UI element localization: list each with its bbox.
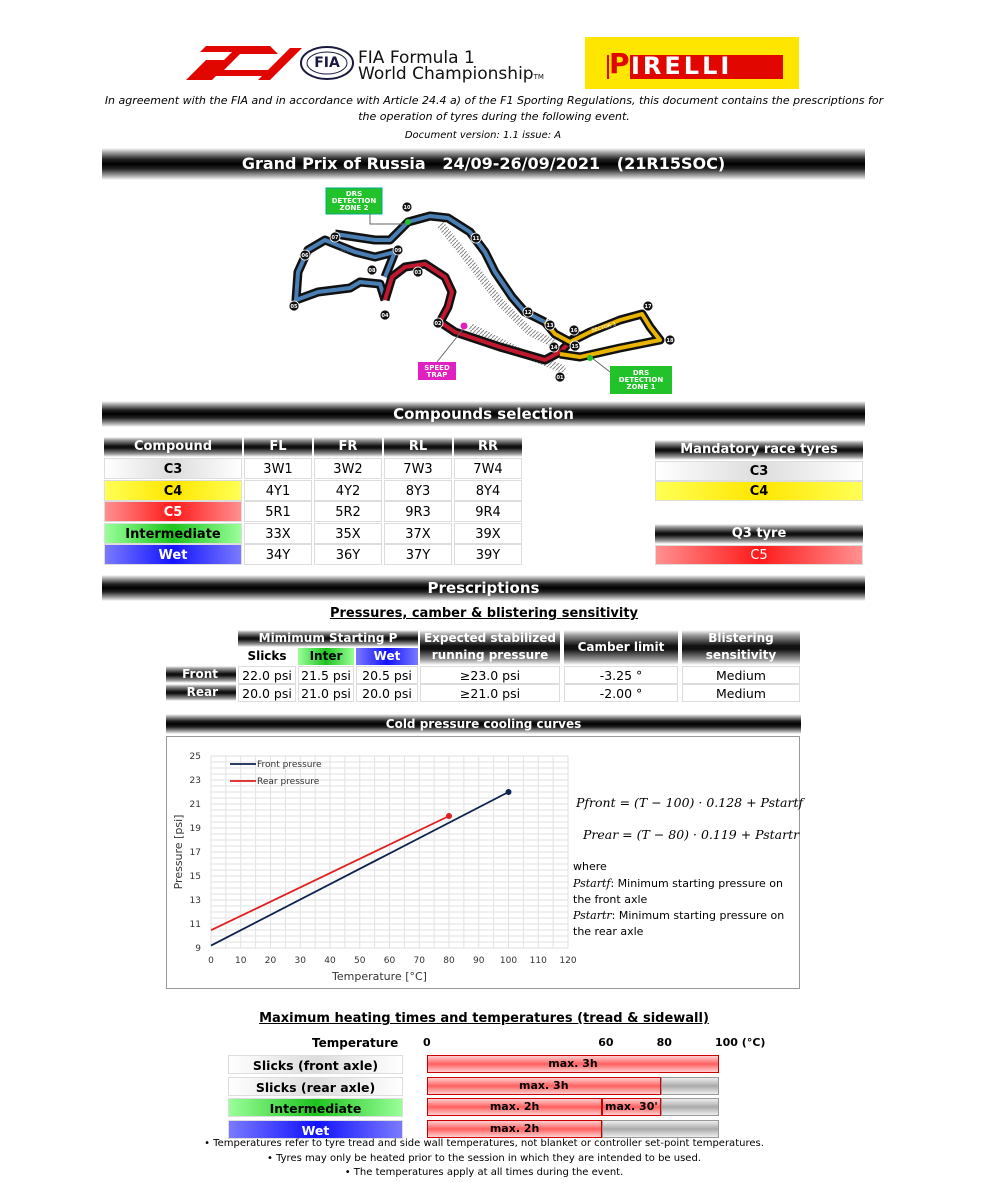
compound-cell-rr: 39X: [454, 523, 522, 544]
formula-def1: [573, 876, 798, 908]
prescriptions-title: Prescriptions: [102, 575, 865, 601]
corner-number: 18: [666, 337, 674, 344]
y-tick-label: 15: [189, 872, 201, 882]
heating-segment: max. 3h: [427, 1077, 661, 1095]
pressure-cell-inter: 21.5 psi: [298, 666, 354, 684]
pressure-cell-inter: 21.0 psi: [298, 684, 354, 702]
def2-text2: the rear axle: [573, 925, 644, 938]
x-tick-label: 40: [324, 956, 336, 966]
heating-segment: [661, 1098, 719, 1116]
pressure-cell-blister: Medium: [682, 666, 800, 684]
q3-c5: C5: [655, 545, 863, 565]
compound-cell-name: C4: [104, 480, 242, 501]
x-tick-label: 110: [529, 956, 547, 966]
drs2-label-1: DRS: [345, 190, 363, 198]
pressure-cell-wet: 20.0 psi: [356, 684, 418, 702]
formula-front: Pfront = (T − 100) · 0.128 + Pstartf: [576, 795, 804, 810]
y-tick-label: 21: [189, 800, 201, 810]
prescriptions-subtitle: Pressures, camber & blistering sensitivity: [329, 606, 639, 621]
drs1-label-2: DETECTION: [618, 376, 664, 384]
blister-header-line2: sensitivity: [705, 648, 777, 662]
compound-cell-fl: 5R1: [244, 501, 312, 522]
expected-header-line2: running pressure: [431, 648, 549, 662]
drs2-label-3: ZONE 2: [339, 204, 369, 212]
def2-symbol: Pstartr: [573, 909, 612, 922]
pressure-cell-wet: 20.5 psi: [356, 666, 418, 684]
series-end-marker-1: [446, 813, 452, 819]
heating-temp-label: Temperature: [312, 1036, 399, 1050]
x-tick-label: 70: [413, 956, 425, 966]
speed-trap-label-2: TRAP: [426, 371, 448, 379]
corner-number: 04: [381, 312, 389, 319]
corner-number: 14: [550, 344, 558, 351]
corner-number: 17: [644, 303, 652, 310]
compound-header-name: Compound: [104, 437, 242, 457]
corner-number: 02: [434, 320, 442, 327]
cooling-title: Cold pressure cooling curves: [166, 714, 801, 734]
pressure-cell-slicks: 20.0 psi: [238, 684, 296, 702]
compound-cell-rr: 8Y4: [454, 480, 522, 501]
wet-subheader: Wet: [356, 648, 418, 665]
corner-number: 13: [546, 322, 554, 329]
heating-note: • Tyres may only be heated prior to the session in which they are intended to be used.: [267, 1152, 701, 1164]
compound-cell-rl: 37X: [384, 523, 452, 544]
compound-cell-rl: 37Y: [384, 544, 452, 565]
def1-text: : Minimum starting pressure on: [610, 877, 783, 890]
heating-scale-label: 0: [423, 1036, 431, 1049]
corner-number: 12: [524, 309, 532, 316]
intro-line-1: In agreement with the FIA and in accordance with Article 24.4 a) of the F1 Sporting Regulations, this document contains the prescriptions for: [104, 94, 884, 107]
axle-label: Front: [166, 666, 236, 683]
series-end-marker-0: [506, 789, 512, 795]
compounds-title: Compounds selection: [102, 401, 865, 427]
pressure-cell-expected: ≥23.0 psi: [420, 666, 560, 684]
compound-cell-name: C5: [104, 501, 242, 522]
pressure-cell-slicks: 22.0 psi: [238, 666, 296, 684]
formula-def2: [573, 908, 798, 940]
compound-cell-fr: 5R2: [314, 501, 382, 522]
x-tick-label: 100: [499, 956, 518, 966]
sector2-label: SECTOR 2: [339, 246, 366, 259]
heating-scale-label: 60: [598, 1036, 614, 1049]
formula-rear: Prear = (T − 80) · 0.119 + Pstartr: [583, 827, 800, 842]
compound-cell-fl: 33X: [244, 523, 312, 544]
heating-segment: [602, 1120, 719, 1138]
compound-cell-name: Intermediate: [104, 523, 242, 544]
y-tick-label: 23: [189, 776, 201, 786]
compound-cell-fl: 4Y1: [244, 480, 312, 501]
formula-where: where: [573, 860, 607, 873]
compound-cell-rr: 7W4: [454, 458, 522, 479]
heating-row-label: Slicks (front axle): [228, 1055, 403, 1074]
corner-number: 05: [290, 303, 298, 310]
compound-cell-rr: 39Y: [454, 544, 522, 565]
compound-cell-fr: 36Y: [314, 544, 382, 565]
y-axis-label: Pressure [psi]: [172, 814, 185, 890]
x-tick-label: 60: [383, 956, 396, 966]
sector3-label: SECTOR 3: [590, 321, 617, 334]
heating-row-label: Intermediate: [228, 1098, 403, 1117]
compound-header-fl: FL: [244, 437, 312, 457]
def1-text2: the front axle: [573, 893, 648, 906]
heating-segment: [661, 1077, 719, 1095]
y-tick-label: 13: [189, 896, 201, 906]
mandatory-c3: C3: [655, 461, 863, 481]
corner-number: 06: [301, 252, 309, 259]
corner-number: 15: [571, 343, 579, 350]
corner-number: 11: [472, 235, 480, 242]
compound-cell-rl: 7W3: [384, 458, 452, 479]
drs1-label-1: DRS: [632, 369, 650, 377]
x-tick-label: 30: [294, 956, 306, 966]
blister-header: [682, 630, 800, 665]
corner-number: 03: [414, 269, 422, 276]
speed-trap-label-1: SPEED: [424, 364, 450, 372]
compound-cell-fl: 34Y: [244, 544, 312, 565]
compound-cell-rr: 9R4: [454, 501, 522, 522]
heating-scale-label: 80: [656, 1036, 672, 1049]
heating-segment: max. 3h: [427, 1055, 719, 1073]
compound-cell-fr: 35X: [314, 523, 382, 544]
heating-note: • The temperatures apply at all times during the event.: [344, 1167, 624, 1178]
x-tick-label: 0: [208, 956, 214, 966]
x-tick-label: 20: [264, 956, 277, 966]
x-tick-label: 50: [354, 956, 366, 966]
pressure-cell-camber: -2.00 °: [564, 684, 678, 702]
compound-header-fr: FR: [314, 437, 382, 457]
pressure-cell-expected: ≥21.0 psi: [420, 684, 560, 702]
mandatory-title: Mandatory race tyres: [655, 440, 863, 460]
heating-note: • Temperatures refer to tyre tread and side wall temperatures, not blanket or controller set-point temperatures.: [204, 1138, 764, 1149]
y-tick-label: 11: [189, 920, 201, 930]
compound-cell-rl: 9R3: [384, 501, 452, 522]
y-tick-label: 25: [189, 752, 201, 762]
track-map: [280, 182, 700, 402]
intro-line-2: the operation of tyres during the following event.: [358, 110, 630, 123]
pirelli-logo: [585, 37, 799, 89]
inter-subheader: Inter: [298, 648, 354, 665]
fia-title-line1: FIA Formula 1: [358, 48, 475, 68]
legend-label-1: Rear pressure: [257, 777, 320, 787]
camber-header: Camber limit: [564, 630, 678, 665]
corner-number: 09: [394, 247, 402, 254]
compound-cell-name: C3: [104, 458, 242, 479]
y-tick-label: 17: [189, 848, 201, 858]
fia-badge-text: FIA: [314, 55, 340, 71]
heating-row-label: Slicks (rear axle): [228, 1077, 403, 1096]
pressure-cell-camber: -3.25 °: [564, 666, 678, 684]
x-tick-label: 80: [443, 956, 455, 966]
x-tick-label: 10: [235, 956, 247, 966]
def2-text: : Minimum starting pressure on: [611, 909, 785, 922]
slicks-subheader: Slicks: [247, 649, 287, 663]
compound-header-rl: RL: [384, 437, 452, 457]
doc-version: Document version: 1.1 issue: A: [404, 130, 562, 141]
corner-number: 16: [570, 327, 578, 334]
compound-cell-rl: 8Y3: [384, 480, 452, 501]
compound-cell-fr: 3W2: [314, 458, 382, 479]
drs2-label-2: DETECTION: [331, 197, 377, 205]
fia-title-line2: World ChampionshipTM: [358, 64, 544, 84]
y-tick-label: 19: [189, 824, 201, 834]
compound-header-rr: RR: [454, 437, 522, 457]
heating-title: Maximum heating times and temperatures (tread & sidewall): [259, 1011, 709, 1026]
compound-cell-fr: 4Y2: [314, 480, 382, 501]
min-start-header: Mimimum Starting P: [238, 630, 418, 647]
mandatory-c4: C4: [655, 481, 863, 501]
compound-cell-fl: 3W1: [244, 458, 312, 479]
compound-cell-name: Wet: [104, 544, 242, 565]
f1-logo: [172, 46, 302, 80]
expected-header: [420, 630, 560, 665]
event-title: Grand Prix of Russia 24/09-26/09/2021 (21R15SOC): [102, 148, 865, 180]
heating-segment: max. 2h: [427, 1120, 602, 1138]
x-axis-label: Temperature [°C]: [332, 970, 427, 983]
corner-number: 07: [331, 234, 339, 241]
corner-number: 01: [556, 374, 564, 381]
pirelli-p: P: [609, 47, 630, 80]
heating-segment: max. 2h: [427, 1098, 602, 1116]
heating-scale-label: 100 (°C): [715, 1036, 766, 1049]
x-tick-label: 90: [473, 956, 485, 966]
x-tick-label: 120: [559, 956, 577, 966]
expected-header-line1: Expected stabilized: [423, 631, 557, 645]
def1-symbol: Pstartf: [573, 877, 611, 890]
heating-segment: max. 30': [602, 1098, 660, 1116]
q3-title: Q3 tyre: [655, 524, 863, 544]
corner-number: 08: [368, 267, 376, 274]
blister-header-line1: Blistering: [708, 631, 774, 645]
corner-number: 10: [403, 204, 411, 211]
cooling-chart: [168, 738, 578, 988]
pressure-cell-blister: Medium: [682, 684, 800, 702]
pirelli-wordmark: IRELLI: [631, 52, 733, 80]
heating-row-label: Wet: [228, 1120, 403, 1139]
axle-label: Rear: [166, 684, 236, 701]
y-tick-label: 9: [195, 944, 201, 954]
legend-label-0: Front pressure: [257, 760, 322, 770]
drs1-label-3: ZONE 1: [626, 383, 656, 391]
